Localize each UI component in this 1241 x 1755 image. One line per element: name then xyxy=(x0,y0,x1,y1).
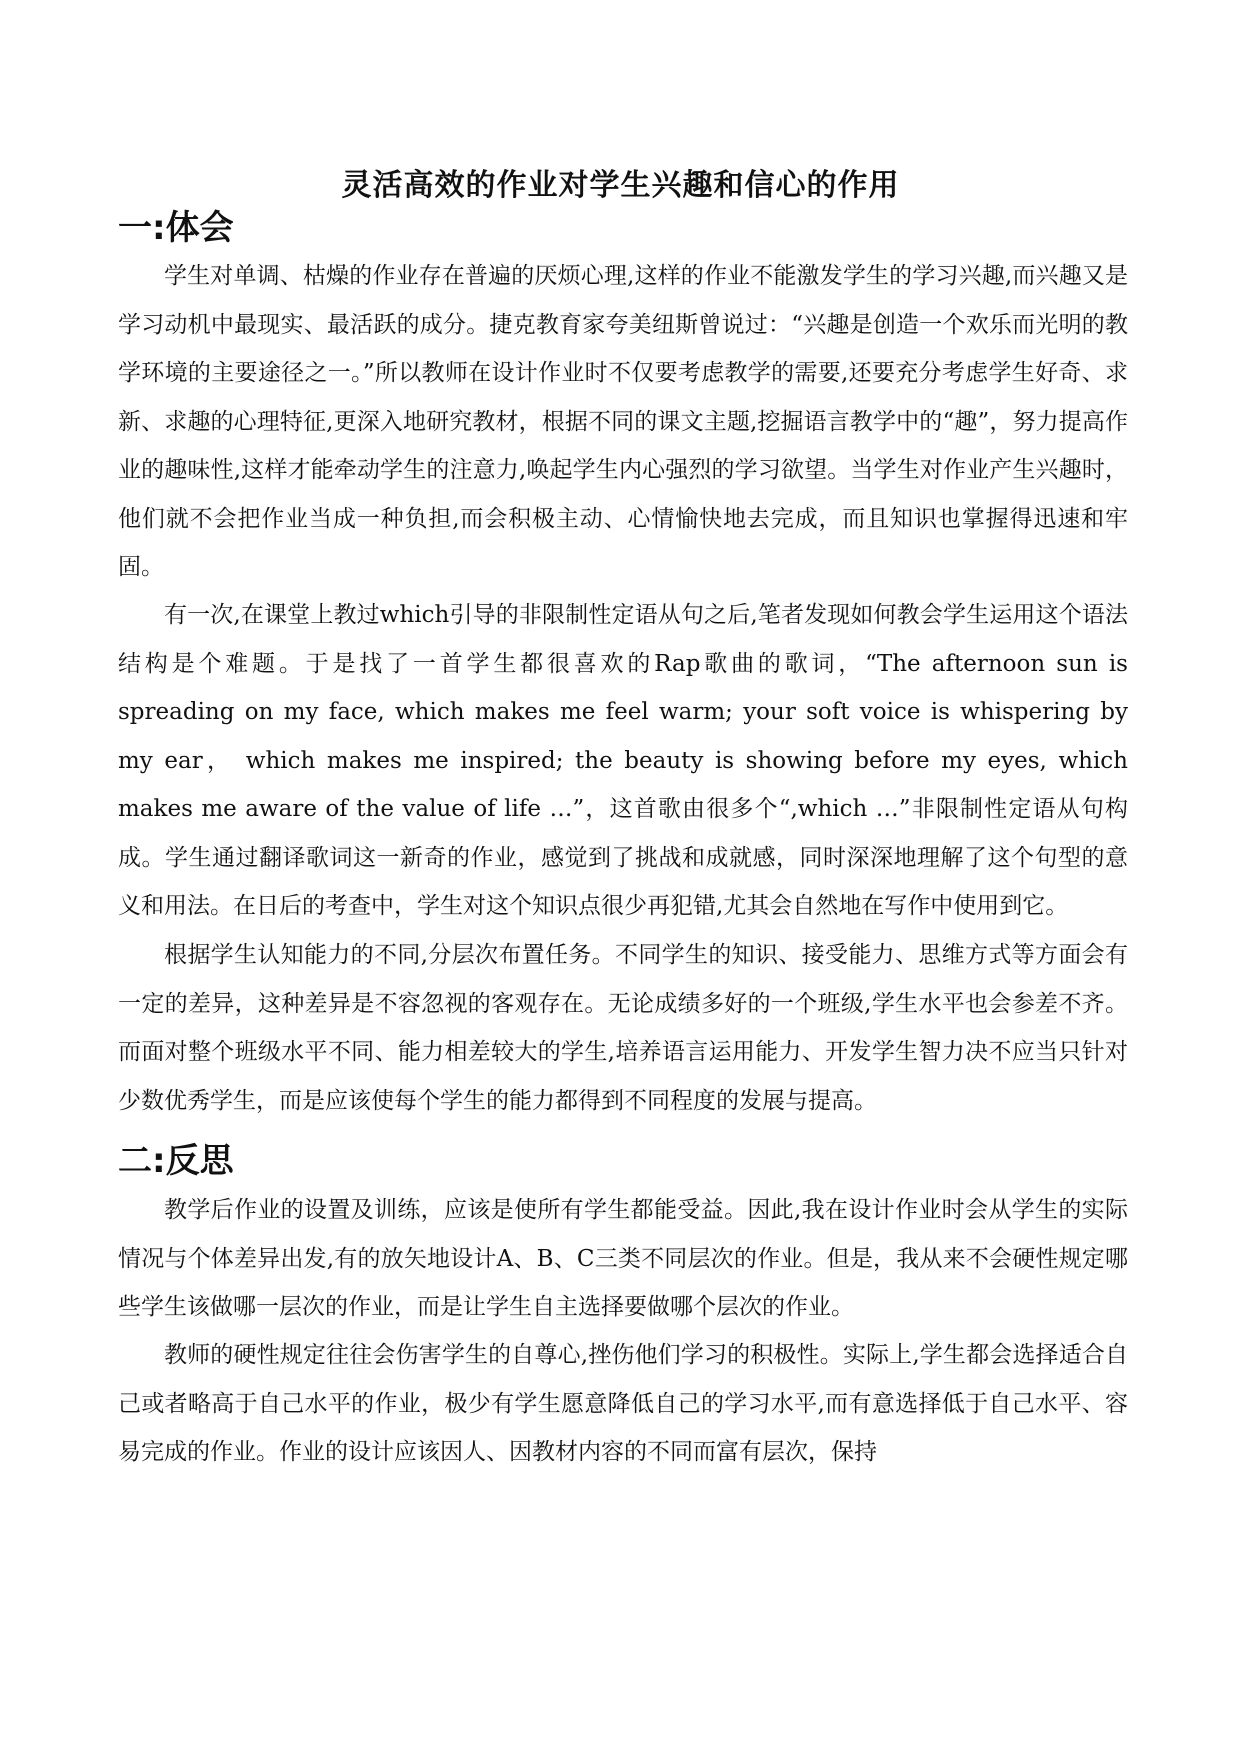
paragraph-layered-tasks: 根据学生认知能力的不同,分层次布置任务。不同学生的知识、接受能力、思维方式等方面会有一定的差异，这种差异是不容忽视的客观存在。无论成绩多好的一个班级,学生水平也会参差不齐。而面对整个班级水平不同、能力相差较大的学生,培养语言运用能力、开发学生智力决不应当只针对少数优秀学生，而是应该使每个学生的能力都得到不同程度的发展与提高。 xyxy=(118,942,1128,1114)
section-heading-rethinking: 二:反思 xyxy=(118,1141,234,1181)
paragraph-interest: 学生对单调、枯燥的作业存在普遍的厌烦心理,这样的作业不能激发学生的学习兴趣,而兴趣又是学习动机中最现实、最活跃的成分。捷克教育家夸美纽斯曾说过：“兴趣是创造一个欢乐而光明的教学环境的主要途径之一。”所以教师在设计作业时不仅要考虑教学的需要,还要充分考虑学生好奇、求新、求趣的心理特征,更深入地研究教材，根据不同的课文主题,挖掘语言教学中的“趣”，努力提高作业的趣味性,这样才能牵动学生的注意力,唤起学生内心强烈的学习欲望。当学生对作业产生兴趣时，他们就不会把作业当成一种负担,而会积极主动、心情愉快地去完成，而且知识也掌握得迅速和牢固。 xyxy=(118,263,1128,580)
document-title: 灵活高效的作业对学生兴趣和信心的作用 xyxy=(341,168,900,203)
paragraph-self-esteem: 教师的硬性规定往往会伤害学生的自尊心,挫伤他们学习的积极性。实际上,学生都会选择适合自己或者略高于自己水平的作业，极少有学生愿意降低自己的学习水平,而有意选择低于自己水平、容易完成的作业。作业的设计应该因人、因教材内容的不同而富有层次，保持 xyxy=(118,1342,1128,1465)
section-heading-reflection: 一:体会 xyxy=(118,208,234,248)
paragraph-which-example: 有一次,在课堂上教过which引导的非限制性定语从句之后,笔者发现如何教会学生运用这个语法结构是个难题。于是找了一首学生都很喜欢的Rap歌曲的歌词，“The afternoon sun is spreading on my face, which makes me feel warm; your soft voice is whispering by my ear， which makes me inspired; the beauty is showing before my eyes, which makes me aware of the value of life …”，这首歌由很多个“,which …”非限制性定语从句构成。学生通过翻译歌词这一新奇的作业，感觉到了挑战和成就感，同时深深地理解了这个句型的意义和用法。在日后的考查中，学生对这个知识点很少再犯错,尤其会自然地在写作中使用到它。 xyxy=(118,602,1128,919)
paragraph-abc-homework: 教学后作业的设置及训练，应该是使所有学生都能受益。因此,我在设计作业时会从学生的实际情况与个体差异出发,有的放矢地设计A、B、C三类不同层次的作业。但是，我从来不会硬性规定哪些学生该做哪一层次的作业，而是让学生自主选择要做哪个层次的作业。 xyxy=(118,1197,1128,1320)
